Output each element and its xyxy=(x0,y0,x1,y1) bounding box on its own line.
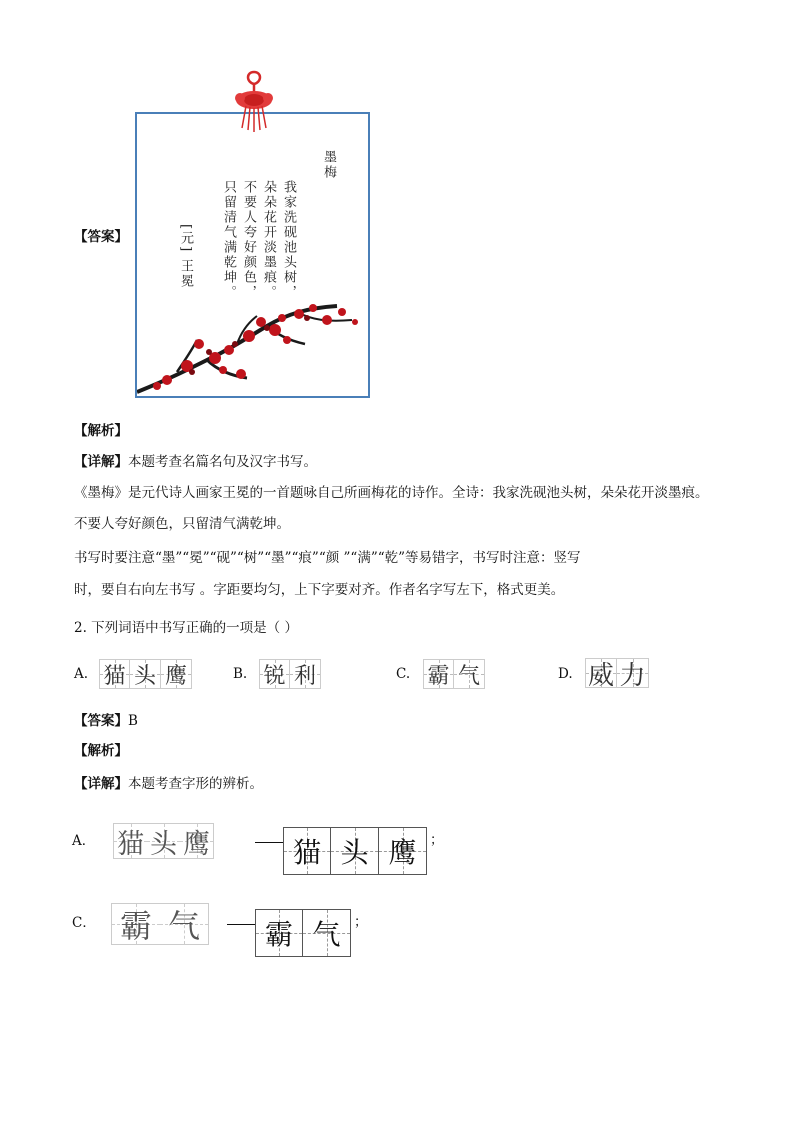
grid-cell: 鹰 xyxy=(379,827,427,875)
paragraph-1-line-1: 《墨梅》是元代诗人画家王冕的一首题咏自己所画梅花的诗作。全诗：我家洗砚池头树，朵朵花开淡墨痕。 xyxy=(74,485,709,501)
grid-cell: 霸 xyxy=(423,659,454,689)
grid-cell: 威 xyxy=(585,658,617,688)
correction-c-dash xyxy=(227,924,255,925)
correction-a-end: ； xyxy=(430,832,444,848)
option-b-grid xyxy=(259,659,321,689)
grid-cell: 猫 xyxy=(114,824,147,858)
plum-blossom-icon xyxy=(137,300,369,396)
poem-author: [元] 王冕 xyxy=(178,224,193,290)
option-a-letter: A. xyxy=(74,666,89,682)
correction-a-wrong-grid xyxy=(113,823,214,859)
poem-line-4: 只留清气满乾坤。 xyxy=(221,180,236,300)
grid-cell: 利 xyxy=(290,659,321,689)
question-2-stem: 2. 下列词语中书写正确的一项是（ ） xyxy=(74,620,298,636)
analysis-label: 【解析】 xyxy=(74,423,128,439)
correction-c-right-grid xyxy=(255,909,351,957)
detail-label-2: 【详解】 xyxy=(74,776,128,792)
answer-value: B xyxy=(128,713,138,729)
correction-c-letter: C． xyxy=(72,915,96,931)
poem-line-2: 朵朵花开淡墨痕。 xyxy=(261,180,276,300)
correction-a-letter: A． xyxy=(72,833,96,849)
correction-a-dash xyxy=(255,842,283,843)
option-c-letter: C. xyxy=(396,666,411,682)
poem-line-3: 不要人夸好颜色， xyxy=(241,180,256,300)
answer-label: 【答案】 xyxy=(74,229,128,245)
grid-cell: 力 xyxy=(617,658,649,688)
detail-text-2: 本题考查字形的辨析。 xyxy=(128,776,263,792)
grid-cell: 气 xyxy=(454,659,485,689)
option-b-letter: B. xyxy=(233,666,248,682)
detail-label: 【详解】 xyxy=(74,454,128,470)
detail-text: 本题考查名篇名句及汉字书写。 xyxy=(128,454,317,470)
grid-cell: 气 xyxy=(160,904,208,944)
paragraph-2-line-1: 书写时要注意“墨”“冕”“砚”“树”“墨”“痕”“颜 ”“满”“乾”等易错字，书写时注意：竖写 xyxy=(74,550,581,566)
correction-c-end: ； xyxy=(354,914,368,930)
grid-cell: 霸 xyxy=(255,909,303,957)
poem-line-1: 我家洗砚池头树， xyxy=(281,180,296,300)
option-d-letter: D. xyxy=(558,666,573,682)
detail-line xyxy=(74,456,317,470)
correction-a-right-grid xyxy=(283,827,427,875)
answer-line xyxy=(74,715,138,729)
detail-line-2 xyxy=(74,778,263,792)
analysis-label-2: 【解析】 xyxy=(74,743,128,759)
grid-cell: 鹰 xyxy=(161,659,192,689)
option-a-grid xyxy=(99,659,192,689)
option-d-grid xyxy=(585,658,649,691)
correction-c-wrong-grid xyxy=(111,903,209,945)
grid-cell: 猫 xyxy=(283,827,331,875)
answer-label-2: 【答案】 xyxy=(74,713,128,729)
paragraph-2-line-2: 时，要自右向左书写 。字距要均匀，上下字要对齐。作者名字写左下，格式更美。 xyxy=(74,582,565,598)
grid-cell: 猫 xyxy=(99,659,130,689)
grid-cell: 头 xyxy=(130,659,161,689)
grid-cell: 霸 xyxy=(112,904,160,944)
option-c-grid xyxy=(423,659,485,689)
grid-cell: 锐 xyxy=(259,659,290,689)
chinese-knot-icon xyxy=(232,70,276,134)
grid-cell: 头 xyxy=(331,827,379,875)
grid-cell: 鹰 xyxy=(180,824,213,858)
paragraph-1-line-2: 不要人夸好颜色，只留清气满乾坤。 xyxy=(74,516,290,532)
grid-cell: 气 xyxy=(303,909,351,957)
poem-title: 墨梅 xyxy=(321,150,336,180)
grid-cell: 头 xyxy=(147,824,180,858)
